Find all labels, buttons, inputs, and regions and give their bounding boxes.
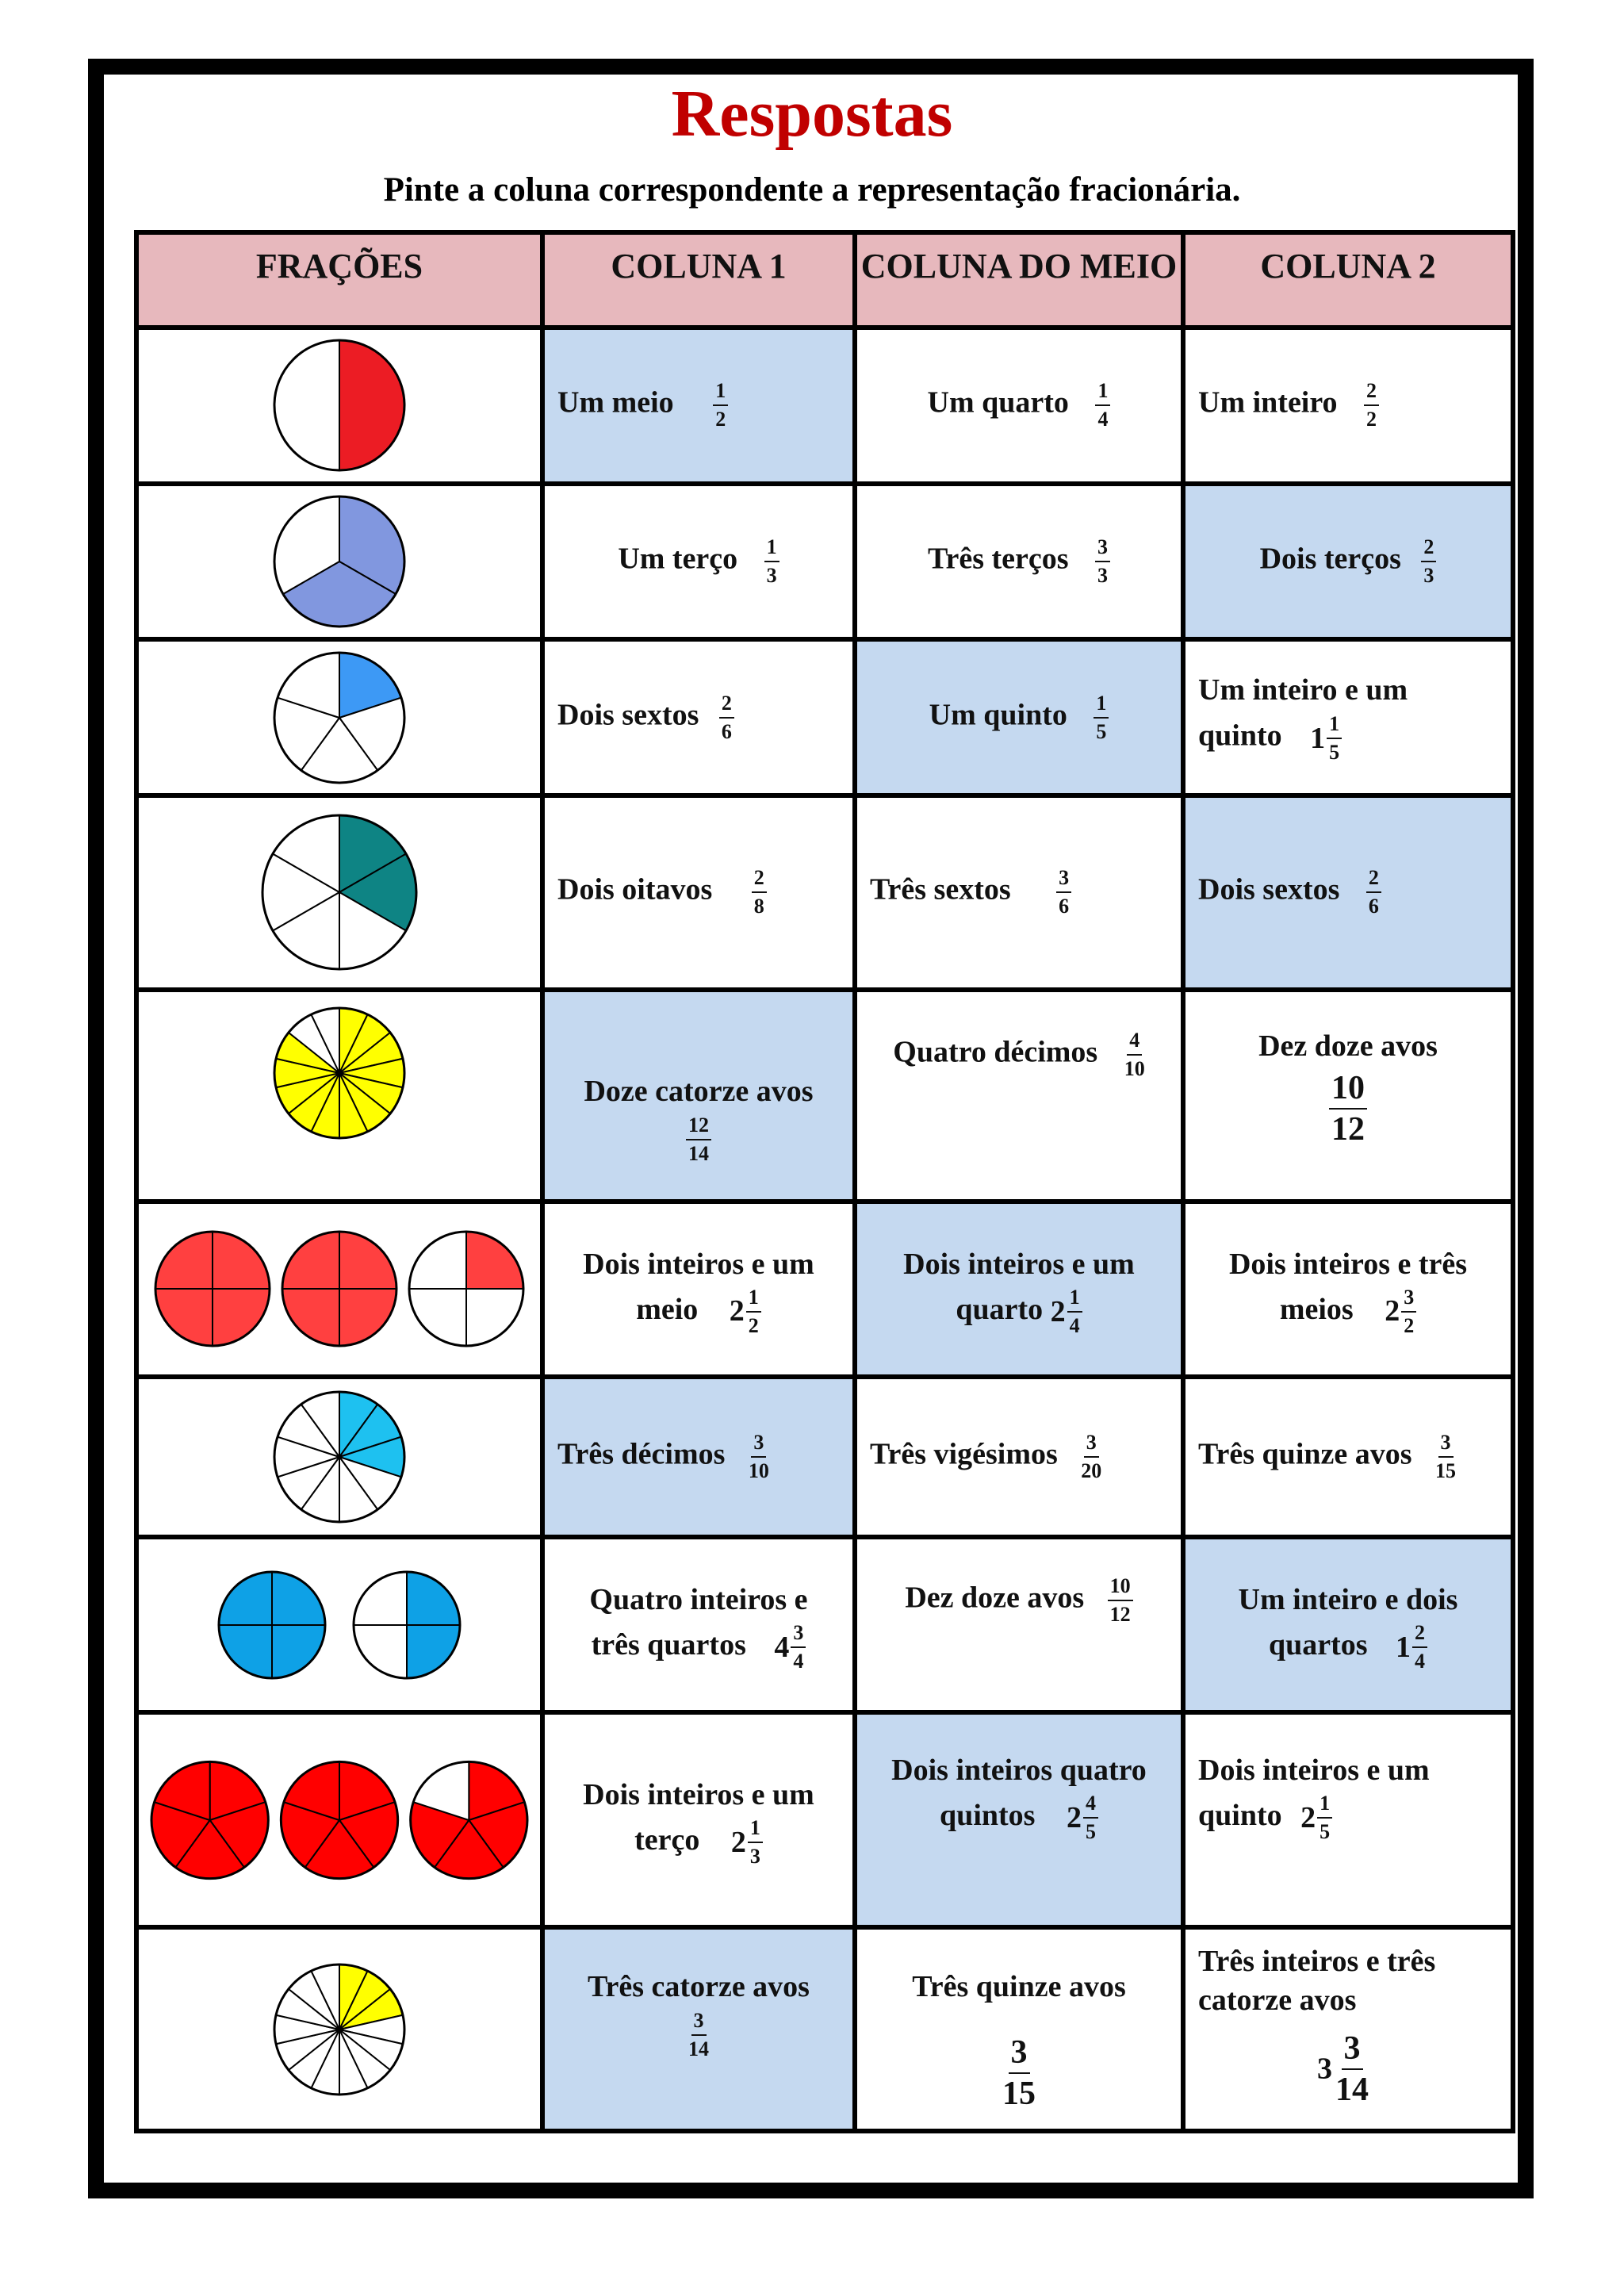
denominator: 20 bbox=[1081, 1458, 1102, 1482]
sixths-circle-figure bbox=[252, 809, 427, 976]
fraction bbox=[1108, 1576, 1133, 1625]
fraction-figure bbox=[136, 1202, 542, 1377]
fraction bbox=[1081, 1432, 1101, 1481]
numerator: 2 bbox=[1421, 537, 1436, 562]
denominator: 3 bbox=[1097, 564, 1109, 588]
whole-number: 2 bbox=[1385, 1294, 1400, 1328]
table-row bbox=[136, 990, 1513, 1202]
answer-text: Dois sextos bbox=[557, 698, 699, 732]
answer-cell[interactable] bbox=[855, 639, 1183, 795]
fraction bbox=[746, 1287, 761, 1336]
fraction bbox=[1329, 1071, 1367, 1146]
denominator: 5 bbox=[1096, 719, 1107, 743]
fraction bbox=[1002, 2034, 1036, 2113]
numerator: 12 bbox=[686, 1115, 711, 1140]
numerator: 2 bbox=[1366, 868, 1381, 893]
half-circle-figure bbox=[260, 334, 419, 477]
table-row bbox=[136, 484, 1513, 640]
answer-text: Um terço bbox=[618, 542, 738, 576]
fraction-circle bbox=[274, 653, 404, 783]
denominator: 6 bbox=[721, 719, 732, 743]
fraction-circle bbox=[411, 1761, 527, 1878]
fraction-circle bbox=[274, 1008, 404, 1138]
quarters-circles-figure bbox=[149, 1213, 530, 1364]
fifths-circle-figure bbox=[260, 646, 419, 789]
answer-cell[interactable] bbox=[855, 484, 1183, 640]
answer-cell[interactable] bbox=[855, 1927, 1183, 2131]
denominator: 3 bbox=[766, 564, 777, 588]
answer-text: Dois oitavos bbox=[557, 873, 713, 907]
numerator: 2 bbox=[1364, 381, 1379, 406]
denominator: 5 bbox=[1329, 740, 1340, 764]
fraction bbox=[713, 381, 728, 430]
numerator: 1 bbox=[1327, 714, 1342, 739]
fraction bbox=[791, 1623, 806, 1672]
fraction bbox=[1083, 1793, 1098, 1842]
table-row bbox=[136, 328, 1513, 484]
answer-text: Três catorze avos bbox=[588, 1970, 810, 2004]
answer-text-cont: catorze avos bbox=[1198, 1984, 1357, 2018]
answer-text: Dois sextos bbox=[1198, 873, 1340, 907]
numerator: 10 bbox=[1329, 1071, 1367, 1110]
fraction bbox=[1095, 537, 1110, 586]
answer-cell[interactable] bbox=[855, 1202, 1183, 1377]
fraction bbox=[752, 868, 767, 917]
denominator: 8 bbox=[753, 895, 764, 918]
page-title: Respostas bbox=[671, 77, 953, 151]
numerator: 2 bbox=[752, 868, 767, 893]
fraction-circle bbox=[219, 1572, 325, 1678]
answer-text: Dois inteiros e três bbox=[1228, 1247, 1468, 1281]
fraction bbox=[1435, 1432, 1456, 1481]
fraction bbox=[1327, 711, 1342, 764]
answer-cell[interactable] bbox=[1183, 328, 1513, 484]
fraction-circle bbox=[262, 815, 416, 969]
denominator: 10 bbox=[1124, 1056, 1145, 1080]
answer-cell[interactable] bbox=[855, 1712, 1183, 1927]
fraction-circle bbox=[155, 1232, 270, 1346]
numerator: 1 bbox=[1317, 1793, 1332, 1819]
header-coluna-2: COLUNA 2 bbox=[1183, 232, 1513, 328]
answer-text: Dez doze avos bbox=[1258, 1029, 1438, 1063]
denominator: 10 bbox=[748, 1458, 769, 1482]
answer-cell[interactable] bbox=[855, 990, 1183, 1202]
answer-cell[interactable] bbox=[542, 1712, 855, 1927]
numerator: 3 bbox=[791, 1623, 806, 1648]
fractions-table bbox=[134, 230, 1515, 2133]
fraction-figure bbox=[136, 1377, 542, 1538]
table-row bbox=[136, 1712, 1513, 1927]
denominator: 12 bbox=[1109, 1603, 1131, 1627]
answer-cell[interactable] bbox=[542, 990, 855, 1202]
answer-text-cont: quinto bbox=[1198, 719, 1282, 753]
table-row bbox=[136, 1927, 1513, 2131]
denominator: 15 bbox=[1002, 2076, 1036, 2113]
answer-text-cont: quintos bbox=[940, 1799, 1036, 1833]
answer-text: Três quinze avos bbox=[912, 1970, 1126, 2004]
answer-cell[interactable] bbox=[855, 795, 1183, 990]
page-subtitle: Pinte a coluna correspondente a representação fracionária. bbox=[383, 171, 1241, 209]
fraction-circle bbox=[274, 340, 404, 470]
tenths-circle-figure bbox=[260, 1386, 419, 1528]
answer-text-cont: três quartos bbox=[591, 1628, 746, 1662]
fraction bbox=[1412, 1623, 1427, 1672]
whole-number: 2 bbox=[1066, 1800, 1082, 1834]
denominator: 2 bbox=[1404, 1313, 1415, 1337]
numerator: 4 bbox=[1127, 1030, 1142, 1056]
fraction bbox=[1366, 868, 1381, 917]
answer-text: Doze catorze avos bbox=[584, 1075, 814, 1109]
answer-cell[interactable] bbox=[542, 1202, 855, 1377]
thirds-circle-figure bbox=[260, 490, 419, 633]
answer-text: Um inteiro e um bbox=[1198, 673, 1408, 707]
fraction bbox=[1317, 1793, 1332, 1842]
whole-number: 2 bbox=[1050, 1294, 1066, 1328]
fraction bbox=[1335, 2032, 1369, 2106]
answer-cell[interactable] bbox=[542, 1927, 855, 2131]
whole-number: 2 bbox=[730, 1825, 746, 1859]
answer-cell[interactable] bbox=[1183, 990, 1513, 1202]
fraction-figure bbox=[136, 1537, 542, 1712]
fifths-red-circles-figure bbox=[145, 1753, 534, 1888]
fraction bbox=[1094, 693, 1109, 742]
answer-text-cont: quartos bbox=[1268, 1628, 1368, 1662]
fraction-figure bbox=[136, 1927, 542, 2131]
fraction-circle bbox=[409, 1232, 523, 1346]
numerator: 1 bbox=[713, 381, 728, 406]
numerator: 1 bbox=[1095, 381, 1110, 406]
denominator: 14 bbox=[1335, 2071, 1369, 2108]
filled-slice bbox=[339, 340, 404, 470]
numerator: 10 bbox=[1108, 1576, 1133, 1601]
fraction bbox=[1067, 1287, 1082, 1336]
fraction-circle bbox=[354, 1572, 460, 1678]
answer-cell[interactable] bbox=[1183, 1927, 1513, 2131]
answer-cell[interactable] bbox=[1183, 1377, 1513, 1538]
answer-text: Dois inteiros e um bbox=[1198, 1754, 1430, 1788]
fraction-circle bbox=[282, 1232, 396, 1346]
denominator: 4 bbox=[1097, 408, 1109, 431]
denominator: 12 bbox=[1331, 1110, 1365, 1148]
denominator: 15 bbox=[1435, 1458, 1457, 1482]
denominator: 2 bbox=[748, 1313, 759, 1337]
denominator: 6 bbox=[1059, 895, 1070, 918]
fraction-circle bbox=[151, 1761, 268, 1878]
fraction bbox=[749, 1432, 769, 1481]
answer-text: Três quinze avos bbox=[1198, 1437, 1412, 1471]
answer-text: Três terços bbox=[927, 542, 1069, 576]
answer-text: Dez doze avos bbox=[905, 1581, 1085, 1616]
answer-cell[interactable] bbox=[542, 328, 855, 484]
numerator: 3 bbox=[1438, 1432, 1454, 1458]
fraction-circle bbox=[274, 1964, 404, 2095]
numerator: 3 bbox=[1401, 1287, 1416, 1313]
fourteenths-circle-figure bbox=[260, 1002, 419, 1144]
numerator: 1 bbox=[748, 1818, 763, 1843]
answer-cell[interactable] bbox=[542, 484, 855, 640]
denominator: 14 bbox=[688, 1142, 709, 1166]
fraction bbox=[1095, 381, 1110, 430]
denominator: 5 bbox=[1320, 1820, 1331, 1844]
denominator: 14 bbox=[688, 2037, 709, 2061]
fraction bbox=[1056, 868, 1071, 917]
answer-cell[interactable] bbox=[542, 1377, 855, 1538]
answer-text: Três inteiros e três bbox=[1198, 1945, 1436, 1979]
fraction bbox=[1364, 381, 1379, 430]
numerator: 1 bbox=[746, 1287, 761, 1313]
answer-text: Três vigésimos bbox=[870, 1437, 1058, 1471]
fraction bbox=[1124, 1030, 1145, 1079]
fraction-figure bbox=[136, 328, 542, 484]
numerator: 3 bbox=[1009, 2036, 1030, 2074]
fraction bbox=[688, 2010, 709, 2060]
answer-text: Um inteiro bbox=[1198, 386, 1338, 420]
answer-text-cont: quinto bbox=[1198, 1799, 1282, 1833]
header-fracoes: FRAÇÕES bbox=[136, 232, 542, 328]
answer-cell[interactable] bbox=[855, 1377, 1183, 1538]
denominator: 5 bbox=[1085, 1820, 1096, 1844]
answer-cell[interactable] bbox=[1183, 1537, 1513, 1712]
answer-text: Três décimos bbox=[557, 1437, 726, 1471]
fraction-circle bbox=[274, 1392, 404, 1522]
fraction-circle bbox=[274, 496, 404, 627]
table-row bbox=[136, 639, 1513, 795]
fraction bbox=[1421, 537, 1436, 586]
numerator: 3 bbox=[751, 1432, 766, 1458]
fraction bbox=[719, 693, 734, 742]
answer-text: Dois terços bbox=[1259, 542, 1401, 576]
answer-text: Um quinto bbox=[929, 698, 1067, 732]
denominator: 2 bbox=[715, 408, 726, 431]
answer-cell[interactable] bbox=[1183, 639, 1513, 795]
numerator: 2 bbox=[1412, 1623, 1427, 1648]
answer-cell[interactable] bbox=[1183, 484, 1513, 640]
table-row bbox=[136, 795, 1513, 990]
fraction-figure bbox=[136, 795, 542, 990]
fraction bbox=[1401, 1287, 1416, 1336]
fraction bbox=[764, 537, 779, 586]
fraction bbox=[748, 1818, 763, 1867]
answer-cell[interactable] bbox=[1183, 1202, 1513, 1377]
answer-text: Dois inteiros quatro bbox=[891, 1754, 1147, 1788]
answer-text-cont: terço bbox=[634, 1823, 700, 1857]
answer-cell[interactable] bbox=[542, 1537, 855, 1712]
answer-text: Um inteiro e dois bbox=[1238, 1583, 1458, 1617]
fraction bbox=[686, 1115, 711, 1164]
header-coluna-do-meio: COLUNA DO MEIO bbox=[855, 232, 1183, 328]
whole-number: 2 bbox=[1300, 1800, 1316, 1834]
answer-text-cont: quarto bbox=[956, 1292, 1044, 1326]
answer-cell[interactable] bbox=[855, 328, 1183, 484]
whole-number: 4 bbox=[774, 1630, 790, 1664]
answer-text: Dois inteiros e um bbox=[583, 1777, 814, 1811]
numerator: 1 bbox=[1094, 693, 1109, 719]
answer-text-cont: meios bbox=[1279, 1292, 1354, 1326]
denominator: 4 bbox=[1415, 1650, 1426, 1673]
answer-text: Quatro inteiros e bbox=[589, 1583, 808, 1617]
table-row bbox=[136, 1202, 1513, 1377]
numerator: 3 bbox=[691, 2010, 707, 2036]
numerator: 1 bbox=[1067, 1287, 1082, 1313]
numerator: 2 bbox=[719, 693, 734, 719]
answer-text: Um quarto bbox=[927, 386, 1069, 420]
numerator: 3 bbox=[1095, 537, 1110, 562]
answer-text-cont: meio bbox=[636, 1292, 699, 1326]
table-row bbox=[136, 1537, 1513, 1712]
numerator: 4 bbox=[1083, 1793, 1098, 1819]
answer-cell[interactable] bbox=[855, 1537, 1183, 1712]
fraction-figure bbox=[136, 484, 542, 640]
header-coluna-1: COLUNA 1 bbox=[542, 232, 855, 328]
whole-number: 1 bbox=[1396, 1630, 1411, 1664]
whole-number: 1 bbox=[1310, 721, 1326, 755]
numerator: 3 bbox=[1056, 868, 1071, 893]
table-row bbox=[136, 1377, 1513, 1538]
fourteenths-yellow-circle-figure bbox=[260, 1958, 419, 2101]
whole-number: 2 bbox=[729, 1294, 745, 1328]
answer-text: Três sextos bbox=[870, 873, 1011, 907]
answer-cell[interactable] bbox=[1183, 795, 1513, 990]
fraction-figure bbox=[136, 1712, 542, 1927]
answer-text: Dois inteiros e um bbox=[903, 1247, 1135, 1281]
answer-text-line-2 bbox=[1198, 711, 1511, 764]
denominator: 3 bbox=[749, 1845, 760, 1869]
denominator: 4 bbox=[793, 1650, 804, 1673]
fraction-figure bbox=[136, 639, 542, 795]
denominator: 2 bbox=[1366, 408, 1377, 431]
answer-text: Dois inteiros e um bbox=[583, 1247, 814, 1281]
answer-cell[interactable] bbox=[542, 795, 855, 990]
answer-text: Quatro décimos bbox=[893, 1035, 1098, 1069]
fraction-circle bbox=[281, 1761, 397, 1878]
numerator: 3 bbox=[1342, 2032, 1363, 2070]
numerator: 3 bbox=[1084, 1432, 1099, 1458]
whole-number: 3 bbox=[1317, 2052, 1332, 2086]
denominator: 6 bbox=[1368, 895, 1379, 918]
answer-text: Um meio bbox=[557, 386, 674, 420]
denominator: 3 bbox=[1423, 564, 1434, 588]
empty-slice bbox=[274, 340, 339, 470]
answer-cell[interactable] bbox=[542, 639, 855, 795]
fraction-figure bbox=[136, 990, 542, 1202]
quarters-blue-circles-figure bbox=[205, 1566, 474, 1685]
denominator: 4 bbox=[1069, 1313, 1080, 1337]
numerator: 1 bbox=[764, 537, 779, 562]
answer-cell[interactable] bbox=[1183, 1712, 1513, 1927]
